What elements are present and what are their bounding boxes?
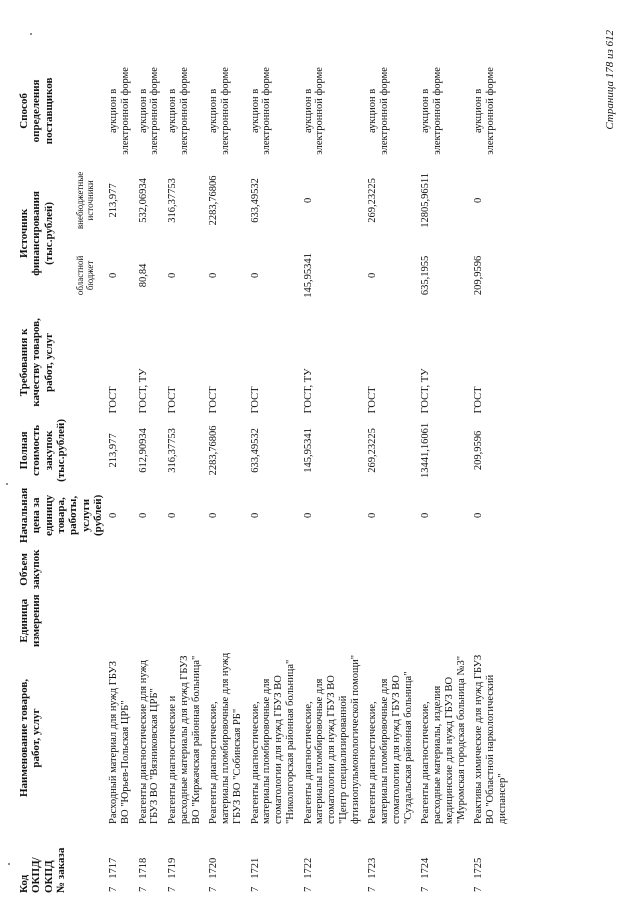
row-code-group: 7	[473, 886, 485, 892]
row-unit	[108, 592, 138, 649]
row-name: Реагенты диагностические, материалы пломбировочные для стоматологии для нужд ГБУЗ ВО "Суздальская районная больница"	[367, 671, 414, 824]
row-requirements: ГОСТ	[108, 386, 120, 414]
col-header-funding: Источник финансирования (тыс.рублей)	[18, 191, 55, 276]
row-fund-regional: 0	[249, 272, 261, 279]
row-fund-regional: 0	[367, 272, 379, 279]
row-code-group: 7	[108, 886, 120, 892]
col-header-volume: Объем закупок	[18, 549, 43, 590]
row-volume	[208, 546, 249, 592]
row-total: 633,49532	[249, 428, 261, 473]
table-row	[208, 63, 249, 895]
row-price: 0	[367, 512, 379, 519]
row-code-group: 7	[302, 886, 314, 892]
row-fund-regional: 0	[208, 272, 220, 279]
row-code-group: 7	[367, 886, 379, 892]
row-order-number: 1718	[137, 857, 149, 879]
row-fund-regional: 0	[167, 272, 179, 279]
table-row	[108, 63, 138, 895]
row-price: 0	[302, 512, 314, 519]
row-code-group: 7	[167, 886, 179, 892]
col-header-fund-extra: внебюджетные источники	[75, 171, 96, 230]
col-header-name: Наименование товаров, работ, услуг	[18, 678, 43, 798]
row-fund-regional: 145,95341	[302, 253, 314, 298]
table-row	[420, 63, 473, 895]
row-total: 209,9596	[473, 430, 485, 471]
row-fund-regional: 635,1955	[420, 255, 432, 296]
row-unit	[167, 592, 208, 649]
row-fund-regional: 80,84	[137, 263, 149, 288]
row-unit	[367, 592, 420, 649]
row-unit	[208, 592, 249, 649]
row-method: аукцион в электронной форме	[167, 67, 190, 155]
table-row	[250, 63, 303, 895]
col-header-fund-regional: областной бюджет	[75, 255, 96, 296]
row-unit	[420, 592, 473, 649]
row-price: 0	[208, 512, 220, 519]
row-volume	[108, 546, 138, 592]
row-order-number: 1724	[420, 857, 432, 879]
col-header-price: Начальная цена за единицу товара, работы, услуги (рублей)	[18, 487, 104, 543]
row-method: аукцион в электронной форме	[208, 67, 232, 155]
row-requirements: ГОСТ, ТУ	[302, 368, 314, 414]
row-total: 269,23225	[367, 428, 379, 473]
row-name: Реагенты диагностические, материалы пломбировочные для стоматологии для нужд ГБУЗ ВО "Центр специализированной фтизиопульмонологической помощи"	[302, 655, 361, 824]
row-requirements: ГОСТ	[473, 386, 485, 414]
row-fund-extra: 269,23225	[367, 178, 379, 223]
row-name: Реагенты диагностические, расходные материалы, изделия медицинские для нужд ГБУЗ ВО "Муромская городская больница №3"	[420, 655, 467, 824]
row-code	[303, 827, 368, 895]
row-method: аукцион в электронной форме	[137, 67, 161, 155]
row-volume	[167, 546, 208, 592]
row-name: Реагенты диагностические и расходные материалы для нужд ГБУЗ ВО "Киржачская районная больница"	[167, 655, 202, 824]
row-order-number: 1719	[167, 857, 179, 879]
row-name: Реагенты диагностические, материалы пломбировочные для стоматологии для нужд ГБУЗ ВО "Никологорская районная больница"	[249, 659, 296, 824]
row-code	[367, 827, 420, 895]
row-code	[108, 827, 138, 895]
row-order-number: 1725	[473, 857, 485, 879]
row-price: 0	[108, 512, 120, 519]
row-fund-extra: 633,49532	[249, 178, 261, 223]
row-code-group: 7	[420, 886, 432, 892]
scan-speck	[8, 863, 10, 865]
row-order-number: 1722	[302, 857, 314, 879]
row-price: 0	[167, 512, 179, 519]
row-requirements: ГОСТ	[249, 386, 261, 414]
row-method: аукцион в электронной форме	[249, 67, 273, 155]
row-price: 0	[420, 512, 432, 519]
row-requirements: ГОСТ	[208, 386, 220, 414]
row-volume	[473, 546, 514, 592]
row-code	[250, 827, 303, 895]
row-price: 0	[473, 512, 485, 519]
row-total: 213,977	[108, 433, 120, 468]
row-volume	[138, 546, 168, 592]
row-fund-extra: 213,977	[108, 183, 120, 218]
row-unit	[303, 592, 368, 649]
row-method: аукцион в электронной форме	[302, 67, 326, 155]
row-code	[138, 827, 168, 895]
row-unit	[138, 592, 168, 649]
col-header-code: Код ОКПД/ ОКПД № заказа	[18, 847, 67, 893]
row-order-number: 1723	[367, 857, 379, 879]
row-code-group: 7	[208, 886, 220, 892]
table-row	[367, 63, 420, 895]
row-requirements: ГОСТ, ТУ	[137, 368, 149, 414]
row-name: Реагенты диагностические для нужд ГБУЗ ВО "Вязниковская ЦРБ"	[137, 659, 161, 824]
row-requirements: ГОСТ	[167, 386, 179, 414]
row-unit	[473, 592, 514, 649]
table-row	[138, 63, 168, 895]
row-fund-extra: 316,37753	[167, 178, 179, 223]
table-body	[108, 63, 515, 895]
row-total: 316,37753	[167, 428, 179, 473]
procurement-table	[18, 63, 515, 895]
col-header-requirements: Требования к качеству товаров, работ, услуг	[18, 318, 55, 407]
table-row	[303, 63, 368, 895]
row-volume	[420, 546, 473, 592]
row-fund-regional: 209,9596	[473, 255, 485, 296]
row-name: Реактивы химические для нужд ГБУЗ ВО "Областной наркологический диспансер"	[473, 654, 508, 824]
row-total: 145,95341	[302, 428, 314, 473]
row-total: 13441,16061	[420, 422, 432, 478]
row-order-number: 1717	[108, 857, 120, 879]
table-row	[473, 63, 514, 895]
row-requirements: ГОСТ	[367, 386, 379, 414]
row-unit	[250, 592, 303, 649]
row-code-group: 7	[249, 886, 261, 892]
row-method: аукцион в электронной форме	[473, 67, 497, 155]
row-requirements: ГОСТ, ТУ	[420, 368, 432, 414]
col-header-unit: Единица измерения	[18, 594, 43, 647]
row-fund-extra: 0	[302, 197, 314, 204]
row-volume	[303, 546, 368, 592]
scan-speck	[30, 33, 32, 35]
row-order-number: 1721	[249, 857, 261, 879]
table-row	[167, 63, 208, 895]
row-price: 0	[249, 512, 261, 519]
row-name: Реагенты диагностические, материалы пломбировочные для нужд ГБУЗ ВО "Собинская РБ"	[208, 652, 243, 824]
row-code	[473, 827, 514, 895]
row-total: 2283,76806	[208, 425, 220, 476]
row-order-number: 1720	[208, 857, 220, 879]
row-fund-extra: 12805,96511	[420, 173, 432, 228]
row-fund-extra: 2283,76806	[208, 175, 220, 226]
row-method: аукцион в электронной форме	[420, 67, 444, 155]
row-method: аукцион в электронной форме	[108, 67, 131, 155]
page-number: Страница 178 из 612	[604, 30, 616, 130]
col-header-method: Способ определения поставщиков	[18, 77, 55, 145]
row-price: 0	[137, 512, 149, 519]
row-volume	[367, 546, 420, 592]
row-method: аукцион в электронной форме	[367, 67, 391, 155]
col-header-total: Полная стоимость закупок (тыс.рублей)	[18, 418, 67, 482]
row-volume	[250, 546, 303, 592]
row-total: 612,90934	[137, 428, 149, 473]
row-code	[167, 827, 208, 895]
row-code	[208, 827, 249, 895]
row-fund-extra: 0	[473, 197, 485, 204]
row-code	[420, 827, 473, 895]
row-fund-extra: 532,06934	[137, 178, 149, 223]
row-fund-regional: 0	[108, 272, 120, 279]
row-name: Расходный материал для нужд ГБУЗ ВО "Юрьев-Польская ЦРБ"	[108, 660, 131, 824]
scan-speck	[6, 483, 8, 485]
row-code-group: 7	[137, 886, 149, 892]
